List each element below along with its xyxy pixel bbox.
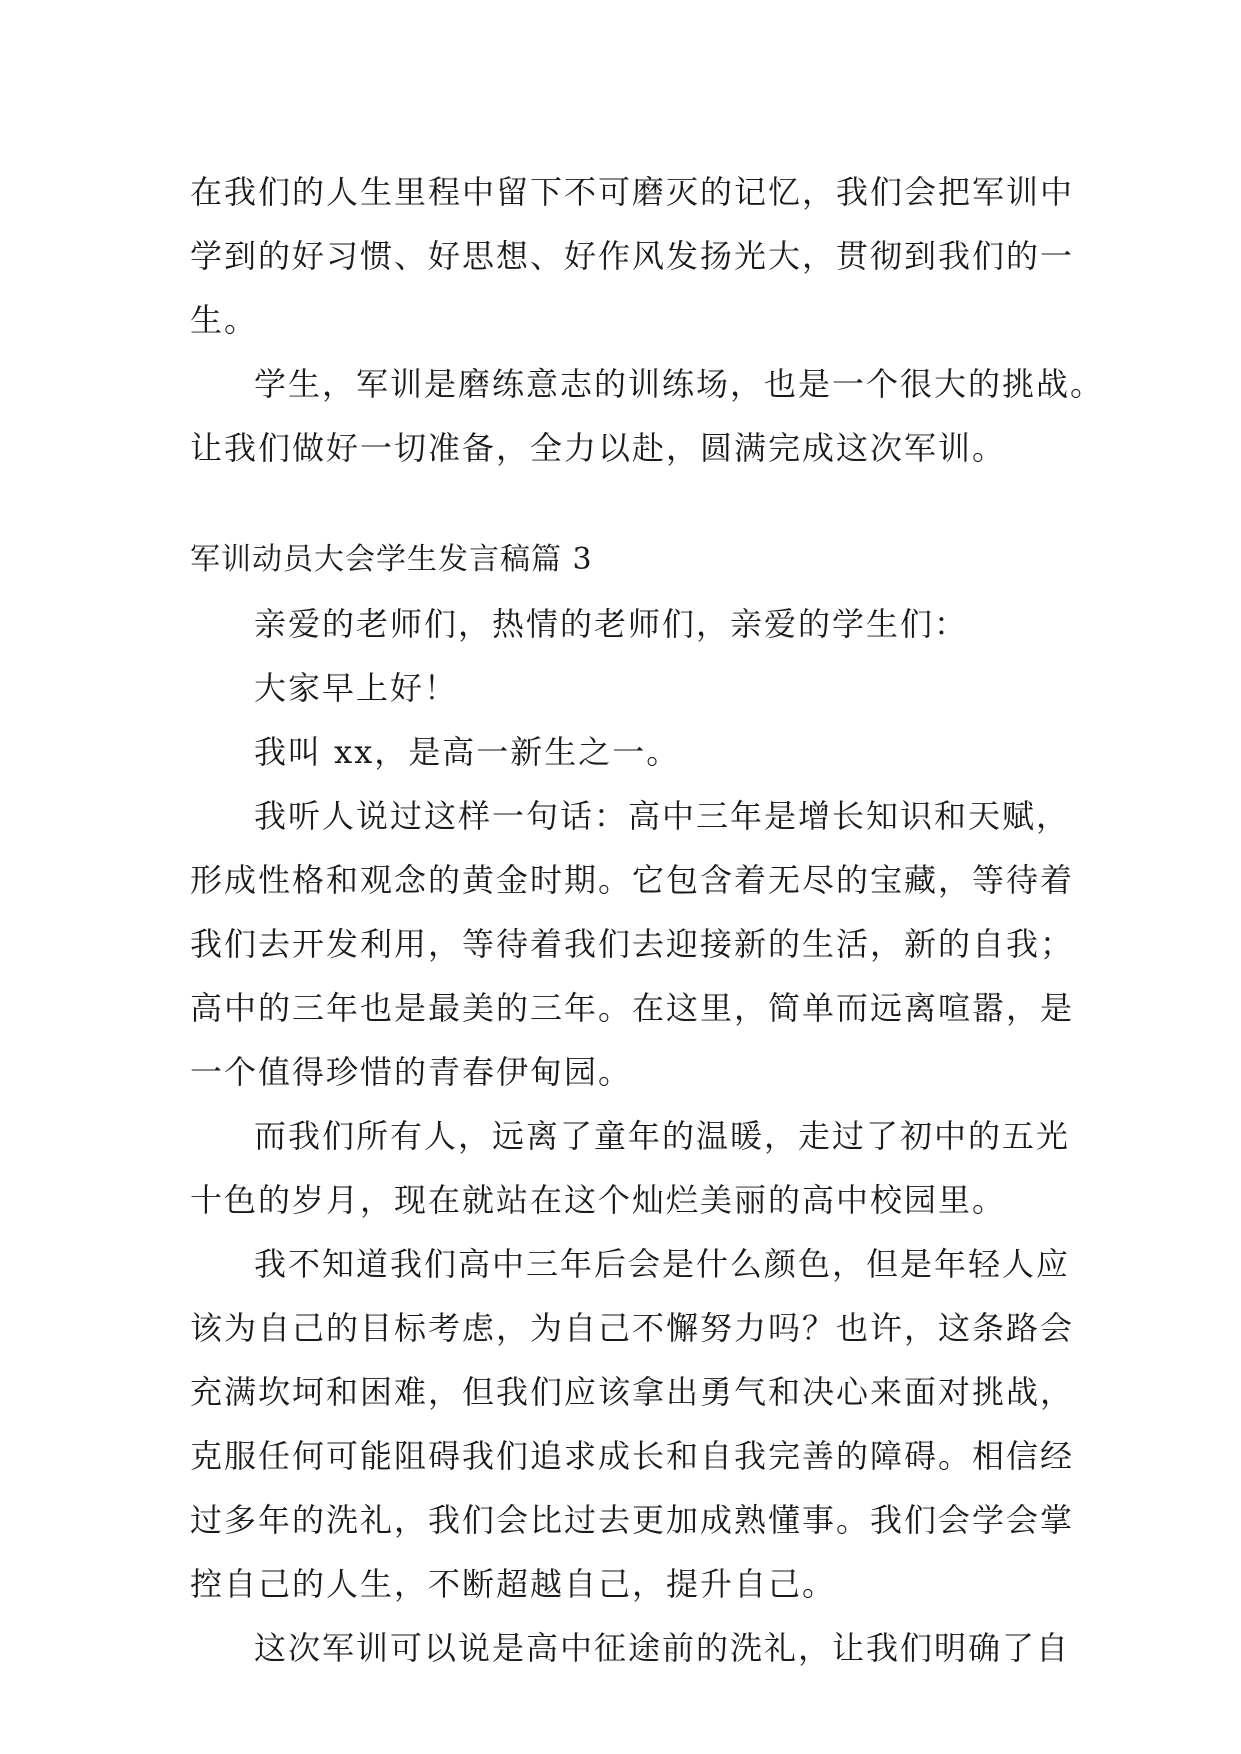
- paragraph-line: 而我们所有人，远离了童年的温暖，走过了初中的五光: [254, 1117, 1071, 1155]
- paragraph-line: 我听人说过这样一句话：高中三年是增长知识和天赋，: [254, 797, 1071, 835]
- greeting-line: 大家早上好！: [254, 669, 459, 707]
- paragraph-line: 学到的好习惯、好思想、好作风发扬光大，贯彻到我们的一: [190, 237, 1075, 275]
- section-heading: 军训动员大会学生发言稿篇 3: [190, 542, 593, 577]
- paragraph-line: 让我们做好一切准备，全力以赴，圆满完成这次军训。: [190, 429, 1007, 467]
- paragraph-line: 控自己的人生，不断超越自己，提升自己。: [190, 1565, 837, 1603]
- paragraph-line: 我叫 xx，是高一新生之一。: [254, 733, 681, 771]
- paragraph-line: 该为自己的目标考虑，为自己不懈努力吗？也许，这条路会: [190, 1309, 1075, 1347]
- section-gap: [190, 480, 1050, 528]
- paragraph-line: 形成性格和观念的黄金时期。它包含着无尽的宝藏，等待着: [190, 861, 1075, 899]
- paragraph-line: 十色的岁月，现在就站在这个灿烂美丽的高中校园里。: [190, 1181, 1007, 1219]
- paragraph-line: 克服任何可能阻碍我们追求成长和自我完善的障碍。相信经: [190, 1437, 1075, 1475]
- paragraph-line: 在我们的人生里程中留下不可磨灭的记忆，我们会把军训中: [190, 173, 1075, 211]
- paragraph-line: 我们去开发利用，等待着我们去迎接新的生活，新的自我；: [190, 925, 1075, 963]
- paragraph-line: 充满坎坷和困难，但我们应该拿出勇气和决心来面对挑战，: [190, 1373, 1075, 1411]
- salutation-line: 亲爱的老师们，热情的老师们，亲爱的学生们：: [254, 605, 969, 643]
- paragraph-line: 高中的三年也是最美的三年。在这里，简单而远离喧嚣，是: [190, 989, 1075, 1027]
- document-body: [190, 160, 1105, 1680]
- paragraph-line: 这次军训可以说是高中征途前的洗礼，让我们明确了自: [254, 1629, 1071, 1667]
- paragraph-line: 过多年的洗礼，我们会比过去更加成熟懂事。我们会学会掌: [190, 1501, 1075, 1539]
- paragraph-line: 一个值得珍惜的青春伊甸园。: [190, 1053, 633, 1091]
- paragraph-line: 我不知道我们高中三年后会是什么颜色，但是年轻人应: [254, 1245, 1071, 1283]
- paragraph-line: 学生，军训是磨练意志的训练场，也是一个很大的挑战。: [254, 365, 1105, 403]
- paragraph-line: 生。: [190, 301, 259, 339]
